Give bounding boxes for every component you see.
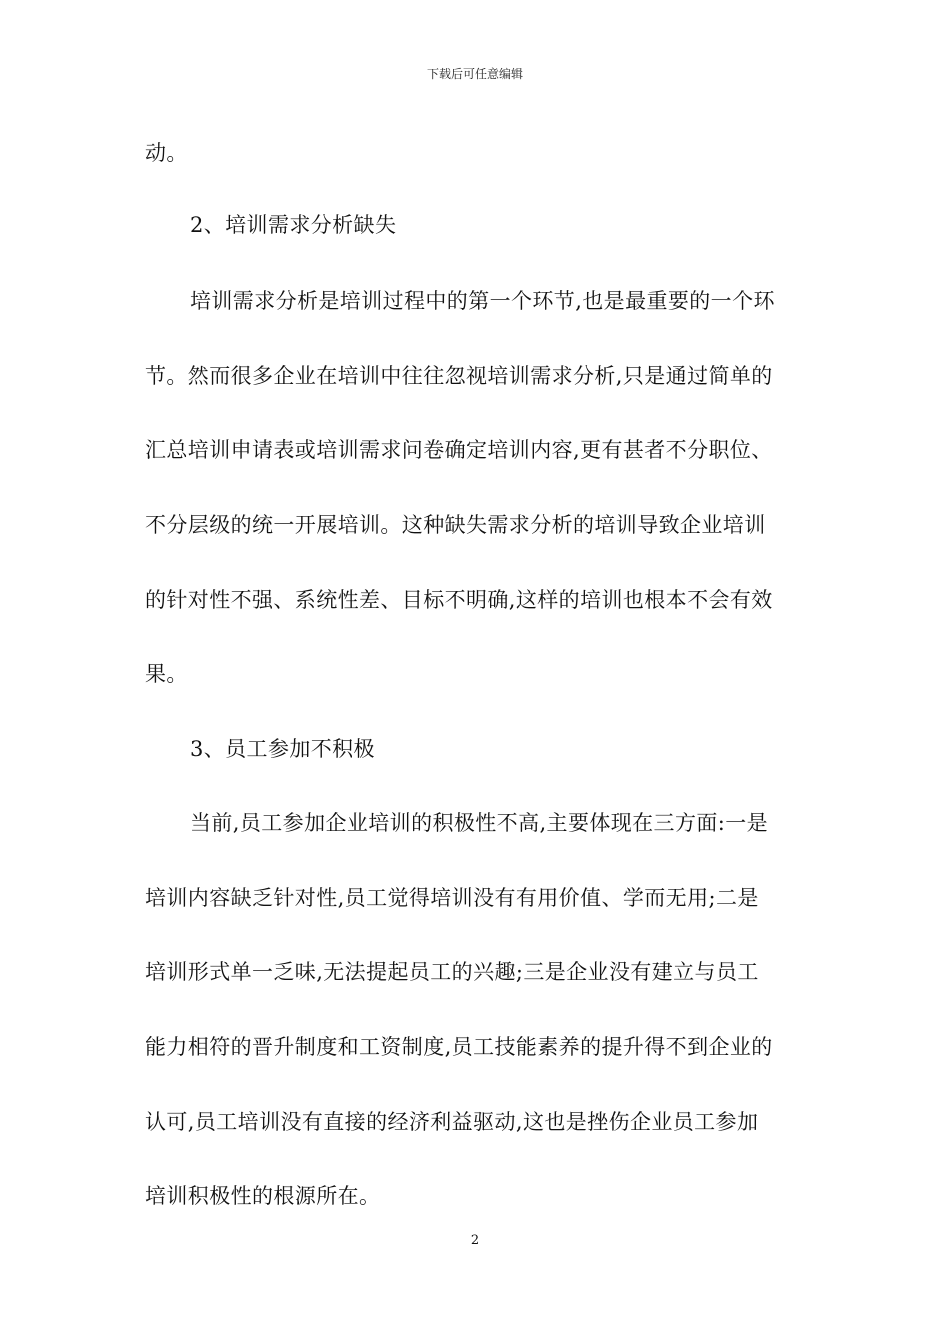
body-line: 节。然而很多企业在培训中往往忽视培训需求分析,只是通过简单的 <box>145 364 773 388</box>
body-line: 培训积极性的根源所在。 <box>145 1184 381 1208</box>
body-line: 能力相符的晋升制度和工资制度,员工技能素养的提升得不到企业的 <box>145 1035 773 1059</box>
body-line: 不分层级的统一开展培训。这种缺失需求分析的培训导致企业培训 <box>145 513 766 537</box>
page-header: 下载后可任意编辑 <box>426 67 523 81</box>
body-line: 当前,员工参加企业培训的积极性不高,主要体现在三方面:一是 <box>190 811 769 835</box>
body-line: 汇总培训申请表或培训需求问卷确定培训内容,更有甚者不分职位、 <box>145 438 773 462</box>
page-number: 2 <box>470 1233 480 1248</box>
body-line: 果。 <box>145 662 188 686</box>
body-line: 培训形式单一乏味,无法提起员工的兴趣;三是企业没有建立与员工 <box>145 960 759 984</box>
body-line: 培训内容缺乏针对性,员工觉得培训没有有用价值、学而无用;二是 <box>145 886 759 910</box>
section-heading: 3、员工参加不积极 <box>190 737 375 761</box>
body-line: 培训需求分析是培训过程中的第一个环节,也是最重要的一个环 <box>190 289 775 313</box>
section-heading: 2、培训需求分析缺失 <box>190 213 397 237</box>
body-line: 动。 <box>145 141 188 165</box>
body-line: 的针对性不强、系统性差、目标不明确,这样的培训也根本不会有效 <box>145 588 773 612</box>
body-line: 认可,员工培训没有直接的经济利益驱动,这也是挫伤企业员工参加 <box>145 1110 759 1134</box>
